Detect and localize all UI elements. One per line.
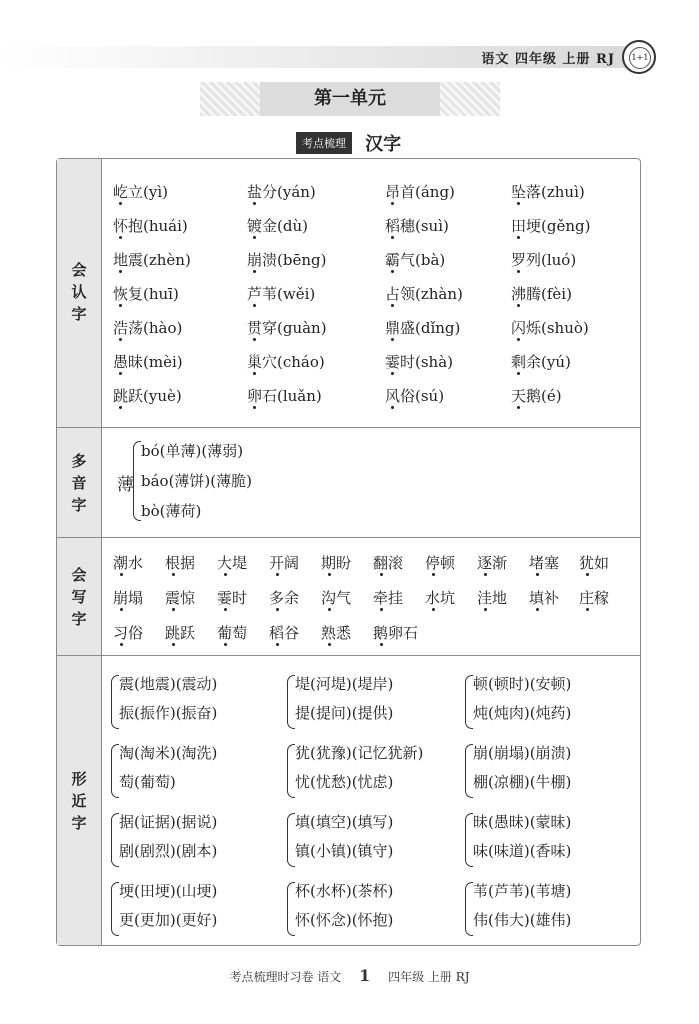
write-word: 开阔	[269, 554, 300, 572]
header-info	[481, 48, 615, 67]
write-word: 霎时	[217, 589, 248, 607]
label-char: 认	[71, 283, 87, 301]
recognize-word: 芦苇(wěi)	[247, 285, 316, 303]
emphasis-dot	[380, 608, 383, 611]
polyphone-reading: bó(单薄)(薄弱)	[141, 442, 244, 460]
label-char: 字	[71, 814, 87, 832]
emphasis-dot	[391, 338, 394, 341]
emphasis-dot	[253, 304, 256, 307]
emphasis-dot	[432, 608, 435, 611]
emphasis-dot	[172, 643, 175, 646]
recognize-word: 地震(zhèn)	[113, 251, 191, 269]
polyphone-brace	[133, 441, 141, 521]
recognize-word: 霸气(bà)	[385, 251, 446, 269]
unit-title: 第一单元	[260, 82, 440, 116]
similar-word: 昧(愚昧)(蒙昧)	[473, 813, 572, 831]
write-word: 跳跃	[165, 624, 196, 642]
logo-text: 1+1	[629, 47, 651, 69]
footer-right: 四年级 上册 RJ	[388, 970, 470, 984]
similar-brace	[287, 744, 295, 798]
row-divider	[57, 655, 640, 656]
emphasis-dot	[328, 573, 331, 576]
similar-word: 犹(犹豫)(记忆犹新)	[295, 744, 424, 762]
similar-word: 顿(顿时)(安顿)	[473, 675, 572, 693]
write-word: 沟气	[321, 589, 352, 607]
recognize-word: 霎时(shà)	[385, 353, 454, 371]
similar-word: 镇(小镇)(镇守)	[295, 842, 394, 860]
emphasis-dot	[172, 608, 175, 611]
label-char: 字	[71, 496, 87, 514]
header-term: 上册	[562, 52, 591, 67]
emphasis-dot	[119, 304, 122, 307]
recognize-word: 卵石(luǎn)	[247, 387, 322, 405]
label-char: 字	[71, 610, 87, 628]
recognize-word: 闪烁(shuò)	[511, 319, 589, 337]
write-word: 洼地	[477, 589, 508, 607]
similar-brace	[465, 675, 473, 729]
emphasis-dot	[276, 643, 279, 646]
emphasis-dot	[119, 270, 122, 273]
write-word: 庄稼	[579, 589, 610, 607]
similar-brace	[111, 675, 119, 729]
write-word: 填补	[529, 589, 560, 607]
page-footer	[0, 966, 699, 985]
emphasis-dot	[536, 608, 539, 611]
recognize-word: 崩溃(bēng)	[247, 251, 327, 269]
emphasis-dot	[328, 643, 331, 646]
emphasis-dot	[517, 236, 520, 239]
emphasis-dot	[517, 270, 520, 273]
write-word: 崩塌	[113, 589, 144, 607]
similar-word: 忧(忧愁)(忧虑)	[295, 773, 394, 791]
emphasis-dot	[253, 406, 256, 409]
emphasis-dot	[120, 643, 123, 646]
write-word: 翻滚	[373, 554, 404, 572]
write-word: 葡萄	[217, 624, 248, 642]
similar-word: 杯(水杯)(茶杯)	[295, 882, 394, 900]
recognize-word: 恢复(huī)	[113, 285, 179, 303]
emphasis-dot	[328, 608, 331, 611]
row-divider	[57, 427, 640, 428]
label-char: 会	[71, 566, 87, 584]
write-word: 震惊	[165, 589, 196, 607]
similar-word: 剧(剧烈)(剧本)	[119, 842, 218, 860]
header-grade: 四年级	[514, 52, 557, 67]
recognize-word: 风俗(sú)	[385, 387, 445, 405]
emphasis-dot	[380, 573, 383, 576]
recognize-word: 昂首(áng)	[385, 183, 455, 201]
emphasis-dot	[432, 573, 435, 576]
polyphone-reading: báo(薄饼)(薄脆)	[141, 472, 252, 490]
emphasis-dot	[484, 608, 487, 611]
write-word: 多余	[269, 589, 300, 607]
emphasis-dot	[119, 202, 122, 205]
label-polyphone	[57, 428, 102, 537]
label-recognize	[57, 159, 102, 427]
similar-brace	[287, 675, 295, 729]
footer-left: 考点梳理时习卷 语文	[229, 970, 342, 984]
emphasis-dot	[172, 573, 175, 576]
write-word: 稻谷	[269, 624, 300, 642]
emphasis-dot	[517, 338, 520, 341]
recognize-word: 镀金(dù)	[247, 217, 308, 235]
similar-word: 味(味道)(香味)	[473, 842, 572, 860]
similar-word: 崩(崩塌)(崩溃)	[473, 744, 572, 762]
similar-brace	[111, 882, 119, 936]
emphasis-dot	[253, 338, 256, 341]
recognize-word: 鼎盛(dǐng)	[385, 319, 461, 337]
similar-brace	[287, 882, 295, 936]
write-word: 犹如	[579, 554, 610, 572]
similar-brace	[465, 744, 473, 798]
emphasis-dot	[517, 202, 520, 205]
similar-brace	[111, 744, 119, 798]
recognize-word: 盐分(yán)	[247, 183, 316, 201]
similar-word: 苇(芦苇)(苇塘)	[473, 882, 572, 900]
emphasis-dot	[391, 236, 394, 239]
similar-brace	[111, 813, 119, 867]
emphasis-dot	[391, 304, 394, 307]
similar-word: 堤(河堤)(堤岸)	[295, 675, 394, 693]
similar-word: 怀(怀念)(怀抱)	[295, 911, 394, 929]
write-word: 鹅卵石	[373, 624, 419, 642]
recognize-word: 贯穿(guàn)	[247, 319, 327, 337]
label-char: 会	[71, 261, 87, 279]
label-char: 音	[71, 474, 87, 492]
emphasis-dot	[536, 573, 539, 576]
emphasis-dot	[119, 236, 122, 239]
write-word: 逐渐	[477, 554, 508, 572]
emphasis-dot	[120, 573, 123, 576]
emphasis-dot	[119, 406, 122, 409]
row-divider	[57, 537, 640, 538]
emphasis-dot	[276, 573, 279, 576]
emphasis-dot	[253, 236, 256, 239]
similar-brace	[465, 882, 473, 936]
emphasis-dot	[253, 270, 256, 273]
publisher-logo	[622, 40, 656, 74]
emphasis-dot	[517, 372, 520, 375]
recognize-word: 罗列(luó)	[511, 251, 577, 269]
header-subject: 语文	[481, 52, 510, 67]
emphasis-dot	[391, 202, 394, 205]
emphasis-dot	[586, 608, 589, 611]
section-title: 汉字	[365, 134, 402, 155]
similar-word: 伟(伟大)(雄伟)	[473, 911, 572, 929]
polyphone-reading: bò(薄荷)	[141, 502, 202, 520]
emphasis-dot	[253, 372, 256, 375]
write-word: 水坑	[425, 589, 456, 607]
recognize-word: 沸腾(fèi)	[511, 285, 572, 303]
recognize-word: 浩荡(hào)	[113, 319, 183, 337]
emphasis-dot	[224, 608, 227, 611]
section-heading	[296, 130, 402, 155]
emphasis-dot	[380, 643, 383, 646]
write-word: 堵塞	[529, 554, 560, 572]
emphasis-dot	[586, 573, 589, 576]
write-word: 熟悉	[321, 624, 352, 642]
similar-word: 萄(葡萄)	[119, 773, 176, 791]
write-word: 潮水	[113, 554, 144, 572]
recognize-word: 占领(zhàn)	[385, 285, 463, 303]
recognize-word: 坠落(zhuì)	[511, 183, 585, 201]
label-char: 写	[71, 588, 87, 606]
label-char: 多	[71, 452, 87, 470]
emphasis-dot	[224, 643, 227, 646]
recognize-word: 天鹅(é)	[511, 387, 562, 405]
write-word: 大堤	[217, 554, 248, 572]
recognize-word: 跳跃(yuè)	[113, 387, 182, 405]
similar-word: 据(证据)(据说)	[119, 813, 218, 831]
knowledge-table	[56, 158, 641, 946]
similar-word: 更(更加)(更好)	[119, 911, 218, 929]
polyphone-char: 薄	[117, 475, 134, 495]
recognize-word: 愚昧(mèi)	[113, 353, 183, 371]
recognize-word: 剩余(yú)	[511, 353, 571, 371]
write-word: 牵挂	[373, 589, 404, 607]
emphasis-dot	[253, 202, 256, 205]
similar-word: 填(填空)(填写)	[295, 813, 394, 831]
label-char: 近	[71, 792, 87, 810]
write-word: 停顿	[425, 554, 456, 572]
similar-word: 震(地震)(震动)	[119, 675, 218, 693]
recognize-word: 稻穗(suì)	[385, 217, 449, 235]
emphasis-dot	[391, 372, 394, 375]
recognize-word: 巢穴(cháo)	[247, 353, 325, 371]
header-edition: RJ	[596, 52, 615, 67]
similar-word: 埂(田埂)(山埂)	[119, 882, 218, 900]
emphasis-dot	[276, 608, 279, 611]
label-char: 字	[71, 305, 87, 323]
write-word: 期盼	[321, 554, 352, 572]
similar-brace	[465, 813, 473, 867]
section-tag: 考点梳理	[296, 132, 352, 154]
similar-word: 提(提问)(提供)	[295, 704, 394, 722]
emphasis-dot	[119, 372, 122, 375]
emphasis-dot	[484, 573, 487, 576]
page-number: 1	[359, 966, 371, 985]
similar-word: 淘(淘米)(淘洗)	[119, 744, 218, 762]
similar-word: 炖(炖肉)(炖药)	[473, 704, 572, 722]
recognize-word: 怀抱(huái)	[113, 217, 188, 235]
label-write	[57, 538, 102, 655]
emphasis-dot	[120, 608, 123, 611]
similar-brace	[287, 813, 295, 867]
similar-word: 棚(凉棚)(牛棚)	[473, 773, 572, 791]
emphasis-dot	[119, 338, 122, 341]
write-word: 根据	[165, 554, 196, 572]
similar-word: 振(振作)(振奋)	[119, 704, 218, 722]
label-similar	[57, 656, 102, 945]
emphasis-dot	[517, 406, 520, 409]
label-char: 形	[71, 770, 87, 788]
emphasis-dot	[391, 406, 394, 409]
write-word: 习俗	[113, 624, 144, 642]
recognize-word: 屹立(yì)	[113, 183, 168, 201]
emphasis-dot	[224, 573, 227, 576]
emphasis-dot	[517, 304, 520, 307]
emphasis-dot	[391, 270, 394, 273]
recognize-word: 田埂(gěng)	[511, 217, 591, 235]
